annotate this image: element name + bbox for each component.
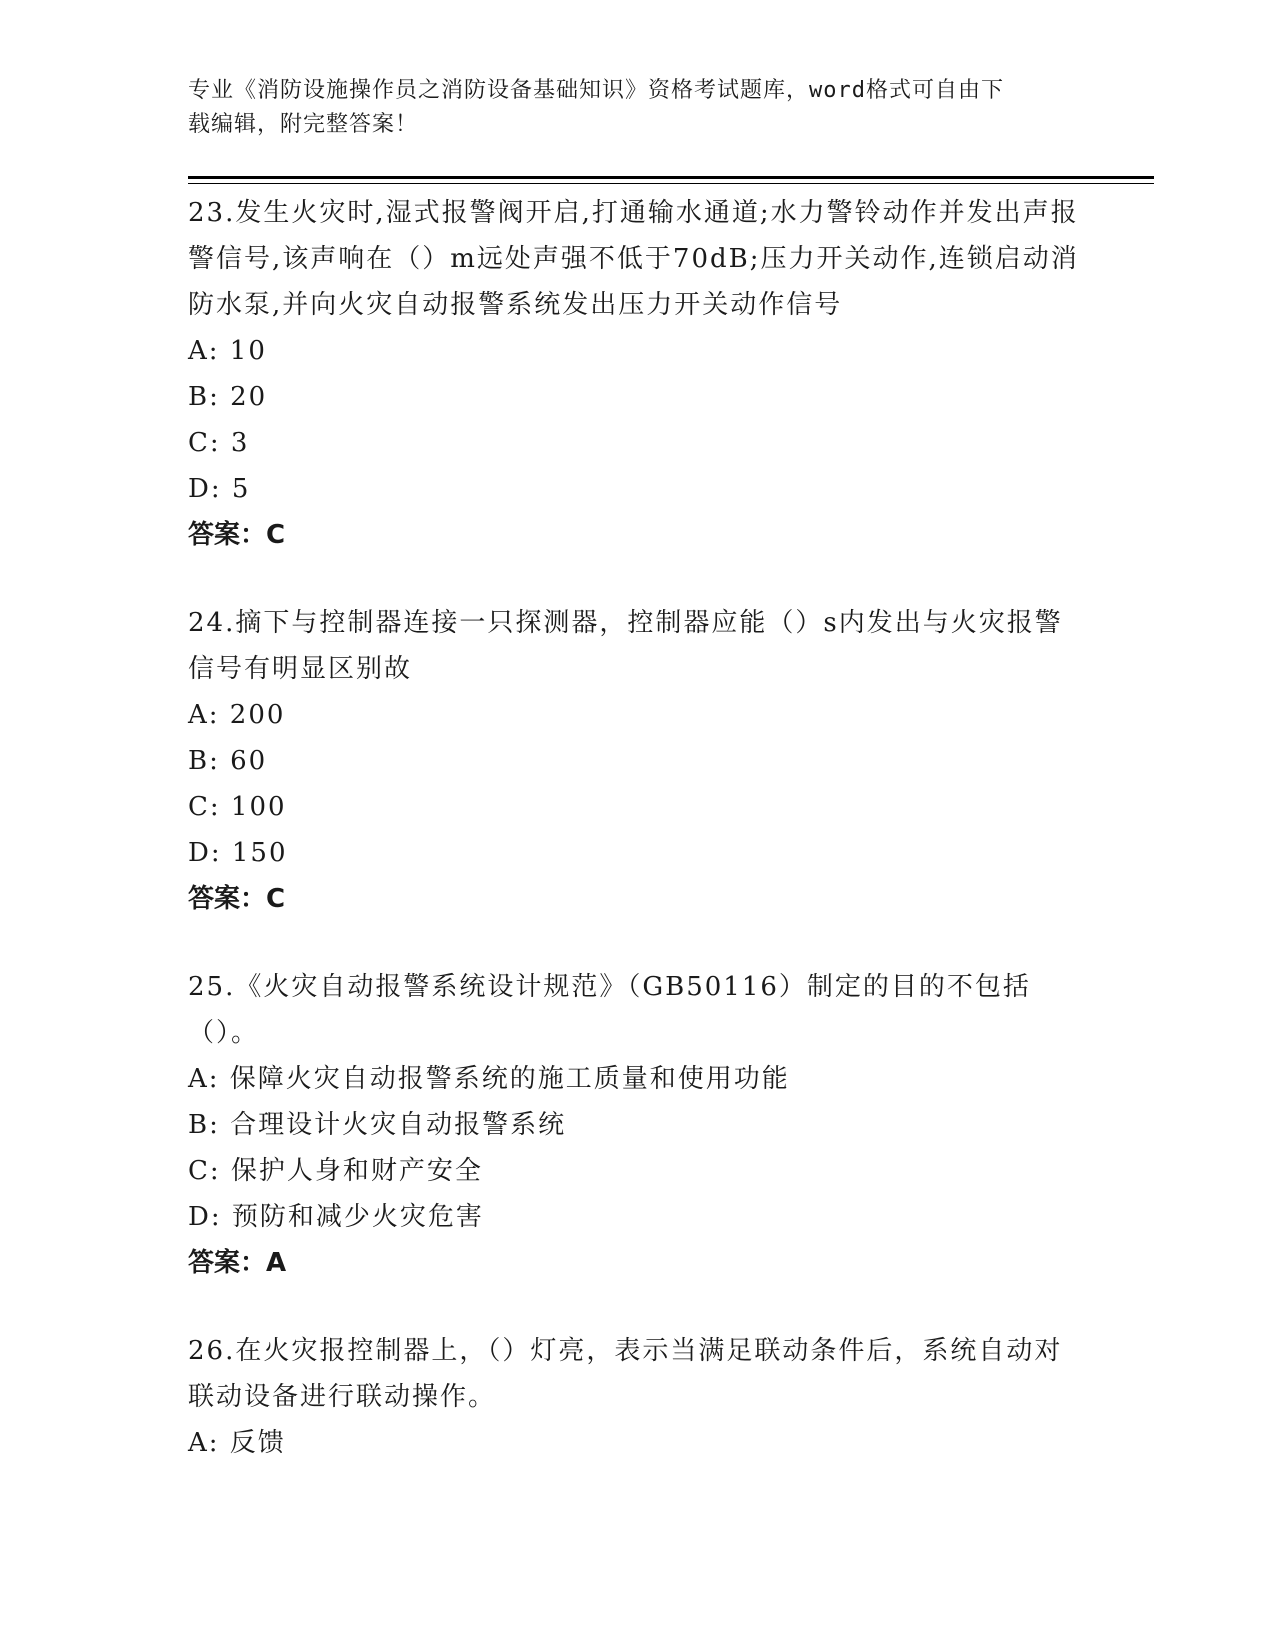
option-d: D: 150 [188,838,288,868]
answer-label: 答案：A [188,1248,287,1278]
option-b: B: 20 [188,382,268,412]
question-stem: 24.摘下与控制器连接一只探测器，控制器应能（）s内发出与火灾报警信号有明显区别故 [188,608,1063,684]
answer-label: 答案：C [188,884,286,914]
question-list [188,190,1088,1508]
option-d: D: 预防和减少火灾危害 [188,1202,484,1232]
option-a: A: 保障火灾自动报警系统的施工质量和使用功能 [188,1064,790,1094]
option-a: A: 反馈 [188,1428,286,1458]
option-b: B: 合理设计火灾自动报警系统 [188,1110,567,1140]
option-c: C: 100 [188,792,287,822]
option-c: C: 保护人身和财产安全 [188,1156,483,1186]
header-divider-thin [188,183,1154,184]
question-stem: 23.发生火灾时,湿式报警阀开启,打通输水通道;水力警铃动作并发出声报警信号,该声响在（）m远处声强不低于70dB;压力开关动作,连锁启动消防水泵,并向火灾自动报警系统发出压力开关动作信号 [188,198,1079,320]
question-26 [188,1328,1088,1466]
answer-label: 答案：C [188,520,286,550]
option-d: D: 5 [188,474,251,504]
question-stem: 26.在火灾报控制器上，（）灯亮，表示当满足联动条件后，系统自动对联动设备进行联动操作。 [188,1336,1063,1412]
option-a: A: 10 [188,336,267,366]
question-25 [188,964,1088,1286]
question-24 [188,600,1088,922]
question-23 [188,190,1088,558]
option-c: C: 3 [188,428,250,458]
option-a: A: 200 [188,700,286,730]
document-header [188,74,1088,142]
option-b: B: 60 [188,746,268,776]
header-line-1: 专业《消防设施操作员之消防设备基础知识》资格考试题库，word格式可自由下 [188,78,1004,103]
question-stem: 25.《火灾自动报警系统设计规范》（GB50116）制定的目的不包括（）。 [188,972,1031,1048]
header-line-2: 载编辑，附完整答案！ [188,112,419,137]
header-divider-thick [188,176,1154,179]
